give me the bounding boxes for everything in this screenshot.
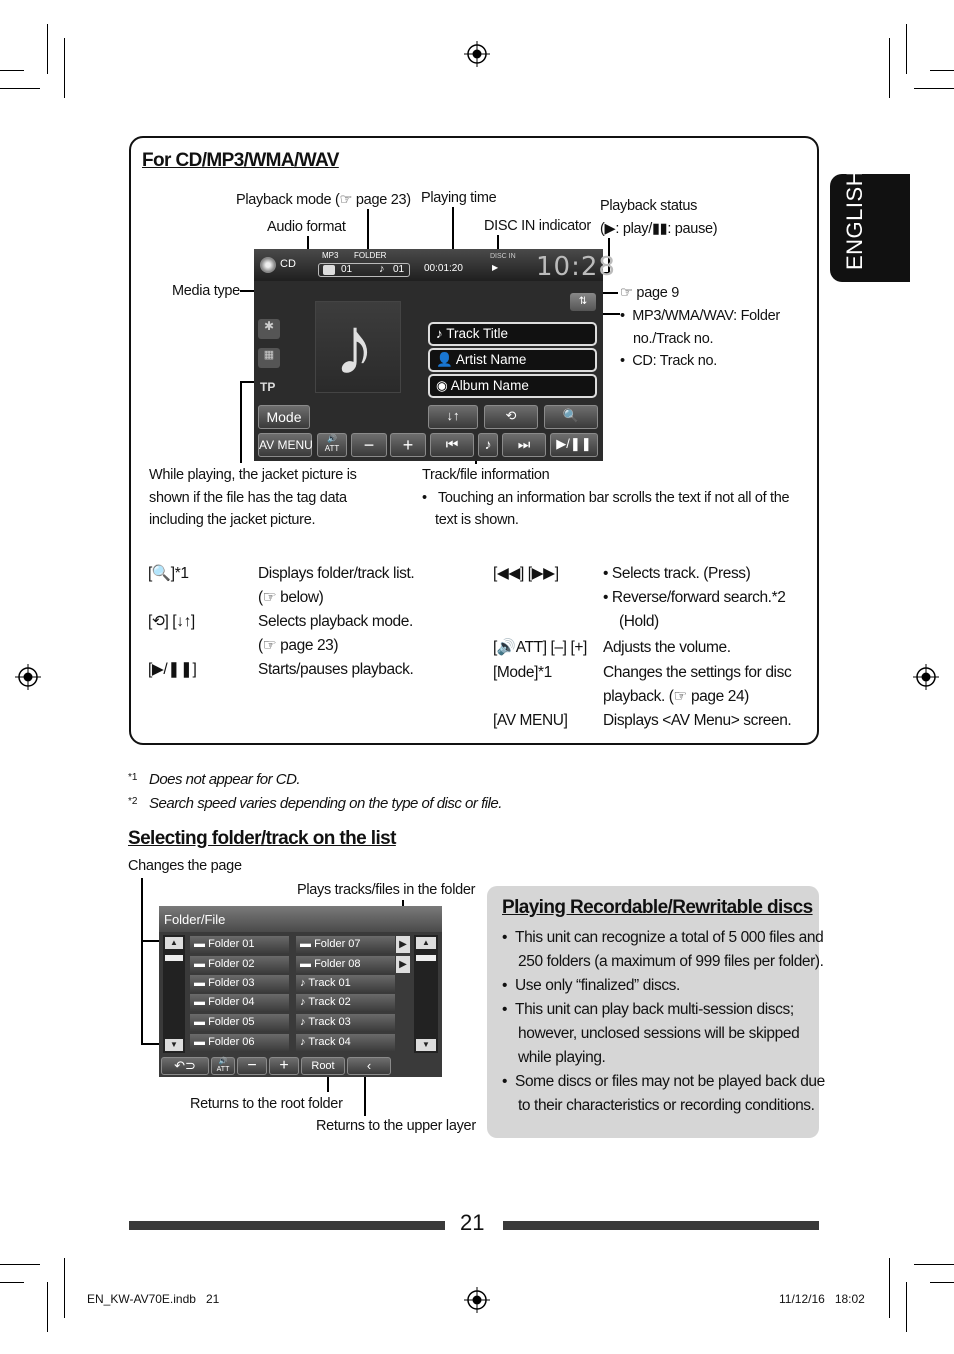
list-item[interactable]: ♪ Track 02	[296, 994, 395, 1011]
key-mode: [⟲] [↓↑]	[148, 613, 195, 630]
registration-mark-icon	[464, 41, 490, 67]
callout-cd-note: • CD: Track no.	[620, 353, 717, 369]
random-button[interactable]: ↓↑	[428, 405, 478, 429]
folder-name: Folder 07	[314, 938, 361, 950]
att-button[interactable]: 🔊 ATT	[211, 1057, 235, 1075]
crop-mark	[64, 1258, 65, 1318]
disc-note: however, unclosed sessions will be skipped	[518, 1025, 800, 1042]
repeat-button[interactable]: ⟲	[484, 405, 538, 429]
list-item[interactable]: ▬ Folder 04	[190, 994, 289, 1011]
folder-track-indicator	[318, 263, 410, 277]
list-item[interactable]: ♪ Track 04	[296, 1034, 395, 1051]
left-scrollbar[interactable]	[163, 935, 185, 1053]
desc-volume: Adjusts the volume.	[603, 639, 731, 656]
scroll-thumb[interactable]	[416, 955, 436, 961]
crop-mark	[914, 88, 954, 89]
next-track-button[interactable]: ⏭	[502, 433, 546, 457]
prev-track-button[interactable]: ⏮	[430, 433, 474, 457]
section-title: For CD/MP3/WMA/WAV	[142, 150, 339, 171]
callout-folder-note: • MP3/WMA/WAV: Folder	[620, 308, 780, 324]
bullet: •	[502, 1001, 508, 1018]
callout-jacket: While playing, the jacket picture is	[149, 467, 357, 483]
language-tab	[830, 169, 910, 282]
track-number: 01	[393, 264, 405, 275]
tp-indicator: TP	[260, 380, 276, 394]
callout-track-info: Track/file information	[422, 467, 550, 483]
language-label: ENGLISH	[842, 169, 867, 270]
crop-mark	[0, 88, 40, 89]
callout-folder-note-2: no./Track no.	[633, 331, 714, 347]
bullet: •	[502, 1073, 508, 1090]
folder-note-text: MP3/WMA/WAV: Folder	[632, 308, 780, 324]
registration-mark-icon	[913, 664, 939, 690]
key-volume: [🔊ATT] [–] [+]	[493, 639, 587, 656]
jacket-picture	[315, 301, 401, 393]
crop-mark	[906, 24, 907, 74]
track-title-bar[interactable]: ♪ Track Title	[428, 322, 597, 346]
scroll-thumb[interactable]	[165, 955, 183, 961]
folder-name: Folder 04	[208, 996, 255, 1008]
desc-mode-settings: Changes the settings for disc	[603, 664, 792, 681]
att-label: ATT	[324, 444, 340, 453]
callout-jacket-2: shown if the file has the tag data	[149, 490, 347, 506]
crop-mark	[906, 1282, 907, 1332]
disc-note: This unit can recognize a total of 5 000 files and	[515, 929, 824, 946]
callout-audio-format: Audio format	[267, 219, 346, 235]
footnote-2-mark: *2	[128, 796, 138, 807]
play-pause-button[interactable]: ▶/❚❚	[550, 433, 598, 457]
disc-icon	[260, 257, 276, 273]
page-number: 21	[460, 1210, 485, 1235]
page-down-button[interactable]: ▼	[416, 1039, 436, 1051]
search-button[interactable]: 🔍	[544, 405, 598, 429]
volume-up-button[interactable]: +	[269, 1057, 299, 1075]
page-up-button[interactable]: ▲	[165, 937, 183, 949]
desc-mode-settings-2: playback. (☞ page 24)	[603, 688, 749, 705]
registration-mark-icon	[15, 664, 41, 690]
callout-playing-time: Playing time	[421, 190, 497, 206]
leader-line	[327, 1076, 329, 1092]
crop-mark	[0, 70, 24, 71]
format-label: MP3	[322, 251, 339, 260]
callout-playback-mode: Playback mode (☞ page 23)	[236, 192, 411, 208]
desc-mode: Selects playback mode.	[258, 613, 413, 630]
track-name: Track 01	[308, 977, 351, 989]
page-up-button[interactable]: ▲	[416, 937, 436, 949]
play-folder-button[interactable]: ▶	[396, 956, 410, 973]
track-name: Track 04	[308, 1036, 351, 1048]
track-name: Track 03	[308, 1016, 351, 1028]
key-track: [◀◀] [▶▶]	[493, 565, 559, 582]
leader-line	[364, 1071, 366, 1116]
callout-plays-tracks: Plays tracks/files in the folder	[297, 882, 476, 898]
folder-label: FOLDER	[354, 251, 387, 260]
upper-layer-button[interactable]: ‹	[347, 1057, 391, 1075]
registration-mark-icon	[464, 1287, 490, 1313]
list-item[interactable]: ▬ Folder 08	[296, 956, 395, 973]
callout-media-type: Media type	[172, 283, 240, 299]
crop-mark	[47, 1282, 48, 1332]
folder-list-icon[interactable]: ⇅	[570, 293, 596, 311]
callout-root-folder: Returns to the root folder	[190, 1096, 343, 1112]
callout-changes-page: Changes the page	[128, 858, 242, 874]
root-button[interactable]: Root	[301, 1057, 345, 1075]
list-item[interactable]: ▬ Folder 05	[190, 1014, 289, 1031]
crop-mark	[930, 1282, 954, 1283]
list-item[interactable]: ♪ Track 03	[296, 1014, 395, 1031]
crop-mark	[930, 70, 954, 71]
folder-name: Folder 06	[208, 1036, 255, 1048]
callout-page9: ☞ page 9	[620, 285, 679, 301]
leader-line	[141, 878, 143, 1044]
album-bar[interactable]: ◉ Album Name	[428, 374, 597, 398]
crop-mark	[64, 38, 65, 98]
footnote-1-mark: *1	[128, 772, 138, 783]
disc-note: This unit can play back multi-session discs;	[515, 1001, 794, 1018]
music-note-icon: ♪	[334, 301, 375, 392]
callout-touch-note-2: text is shown.	[435, 512, 519, 528]
folder-name: Folder 08	[314, 958, 361, 970]
crop-mark	[889, 38, 890, 98]
cd-note-text: CD: Track no.	[632, 353, 717, 369]
folder-name: Folder 01	[208, 938, 255, 950]
bluetooth-icon[interactable]: ✱	[258, 319, 280, 339]
mode-button[interactable]: Mode	[258, 405, 310, 429]
folder-name: Folder 05	[208, 1016, 255, 1028]
crop-mark	[0, 1264, 40, 1265]
page-bar-right	[503, 1221, 819, 1230]
right-scrollbar[interactable]	[414, 935, 438, 1053]
volume-down-button[interactable]: −	[237, 1057, 267, 1075]
footnote-1: Does not appear for CD.	[149, 771, 301, 788]
desc-playpause: Starts/pauses playback.	[258, 661, 414, 678]
track-icon: ♪	[478, 433, 498, 457]
list-title: Folder/File	[164, 912, 226, 927]
att-label: ATT	[216, 1066, 230, 1073]
playing-time: 00:01:20	[424, 263, 463, 274]
callout-touch-note: • Touching an information bar scrolls the text if not all of the	[422, 490, 790, 506]
callout-playback-status-detail: (▶: play/▮▮: pause)	[600, 221, 718, 237]
disc-note: while playing.	[518, 1049, 606, 1066]
disc-note: to their characteristics or recording conditions.	[518, 1097, 815, 1114]
volume-down-button[interactable]: −	[351, 433, 387, 457]
callout-playback-status: Playback status	[600, 198, 698, 214]
key-playpause: [▶/❚❚]	[148, 661, 197, 678]
key-mode-settings: [Mode]*1	[493, 664, 552, 681]
desc-mode-2: (☞ page 23)	[258, 637, 339, 654]
crop-mark	[0, 1282, 24, 1283]
footnote-2: Search speed varies depending on the type of disc or file.	[149, 795, 502, 812]
clock: 10:28	[536, 252, 616, 282]
av-menu-button[interactable]: AV MENU	[258, 433, 312, 457]
callout-upper-layer: Returns to the upper layer	[316, 1118, 476, 1134]
page-down-button[interactable]: ▼	[165, 1039, 183, 1051]
disc-in-indicator: DISC IN	[490, 253, 516, 260]
footer-date: 11/12/16 18:02	[779, 1292, 865, 1306]
list-item[interactable]: ▬ Folder 07	[296, 936, 395, 953]
footer-file: EN_KW-AV70E.indb 21	[87, 1292, 220, 1306]
crop-mark	[914, 1264, 954, 1265]
crop-mark	[889, 1258, 890, 1318]
list-section-title: Selecting folder/track on the list	[128, 828, 396, 849]
artist-bar[interactable]: 👤 Artist Name	[428, 348, 597, 372]
list-item[interactable]: ▬ Folder 06	[190, 1034, 289, 1051]
list-item[interactable]: ▬ Folder 02	[190, 956, 289, 973]
leader-line	[240, 381, 242, 463]
discs-title: Playing Recordable/Rewritable discs	[502, 897, 813, 918]
player-screen	[254, 249, 616, 461]
volume-up-button[interactable]: +	[390, 433, 426, 457]
bullet: •	[502, 977, 508, 994]
media-type-label: CD	[280, 258, 296, 270]
bullet: •	[502, 929, 508, 946]
equalizer-icon[interactable]: ▦	[258, 348, 280, 368]
desc-search-2: (☞ below)	[258, 589, 324, 606]
disc-note: 250 folders (a maximum of 999 files per folder).	[518, 953, 824, 970]
desc-search: Displays folder/track list.	[258, 565, 415, 582]
key-search: [🔍]*1	[148, 565, 189, 582]
desc-track-3: (Hold)	[619, 613, 659, 630]
folder-name: Folder 02	[208, 958, 255, 970]
desc-av-menu: Displays <AV Menu> screen.	[603, 712, 792, 729]
callout-disc-in: DISC IN indicator	[484, 218, 591, 234]
folder-number: 01	[341, 264, 353, 275]
list-item[interactable]: ▬ Folder 03	[190, 975, 289, 992]
note-icon: ♪	[379, 263, 385, 275]
desc-track: • Selects track. (Press)	[603, 565, 751, 582]
touch-note-text: Touching an information bar scrolls the text if not all of the	[437, 490, 790, 506]
list-item[interactable]: ♪ Track 01	[296, 975, 395, 992]
att-button[interactable]: 🔊 ATT	[317, 433, 347, 457]
disc-note: Some discs or files may not be played back due	[515, 1073, 825, 1090]
folder-name: Folder 03	[208, 977, 255, 989]
page-bar-left	[129, 1221, 445, 1230]
play-status-icon: ▶	[492, 263, 499, 272]
key-av-menu: [AV MENU]	[493, 712, 568, 729]
play-folder-button[interactable]: ▶	[396, 936, 410, 953]
folder-list-screen	[159, 906, 442, 1077]
list-item[interactable]: ▬ Folder 01	[190, 936, 289, 953]
disc-note: Use only “finalized” discs.	[515, 977, 680, 994]
callout-jacket-3: including the jacket picture.	[149, 512, 316, 528]
album-name: Album Name	[450, 378, 529, 393]
back-button[interactable]: ↶⊃	[161, 1057, 209, 1075]
artist-name: Artist Name	[455, 352, 527, 367]
track-name: Track 02	[308, 996, 351, 1008]
desc-track-2: • Reverse/forward search.*2	[603, 589, 786, 606]
track-title: Track Title	[446, 326, 509, 341]
crop-mark	[47, 24, 48, 74]
folder-icon	[323, 265, 335, 275]
